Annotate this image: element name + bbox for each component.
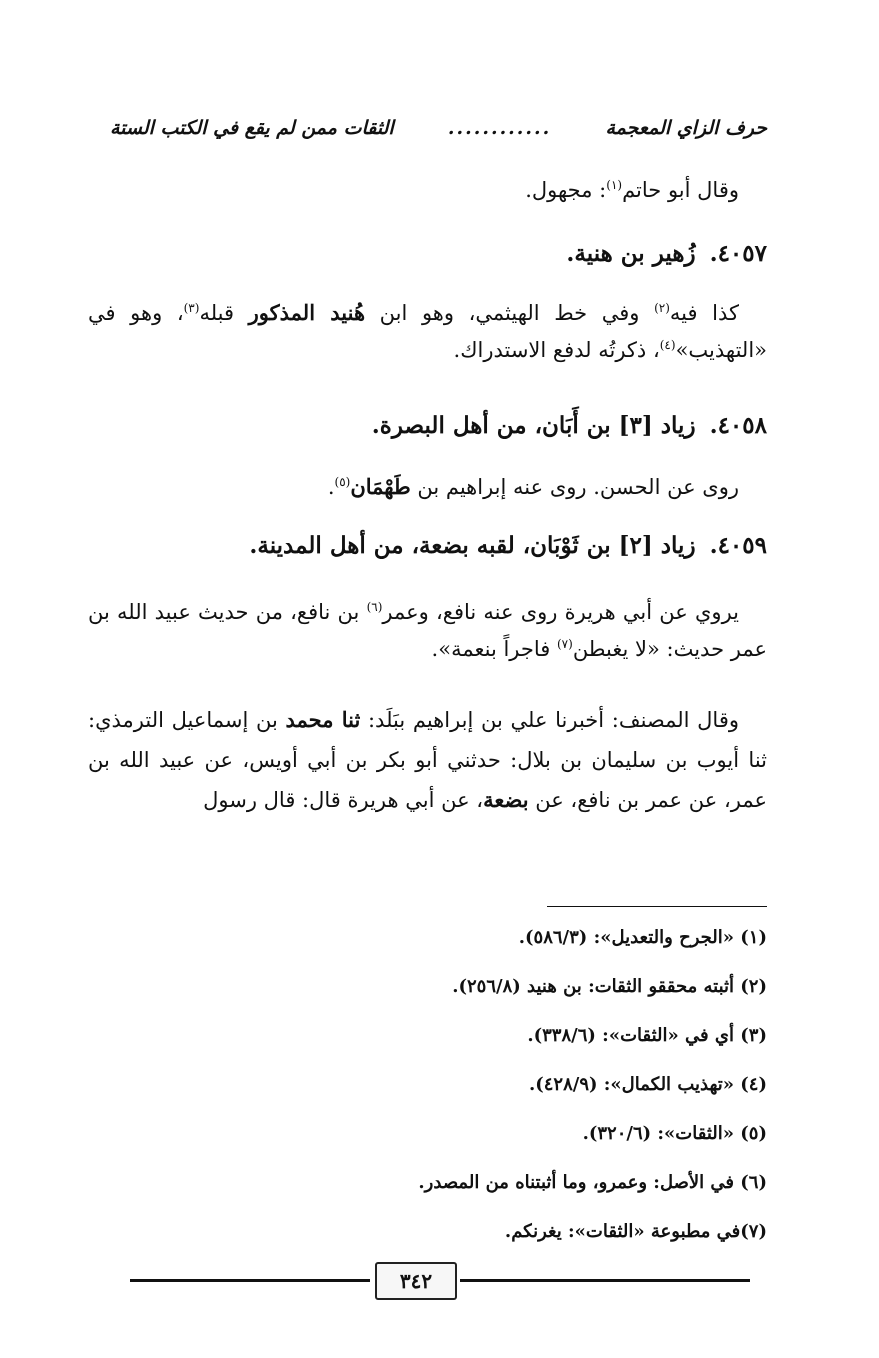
page-number: ٣٤٢ bbox=[375, 1262, 457, 1300]
text-run: ، وهو في «التهذيب» bbox=[88, 301, 767, 362]
footnote: (٥) «الثقات»: (٣٢٠/٦). bbox=[582, 1123, 767, 1144]
footnote-ref: (٦) bbox=[366, 600, 383, 614]
text-run: ، عن أبي هريرة قال: قال رسول bbox=[203, 788, 484, 812]
footnote: (٢) أثبته محققو الثقات: بن هنيد (٢٥٦/٨). bbox=[452, 976, 767, 997]
text-run: قبله bbox=[199, 301, 249, 325]
text-run: وقال المصنف: أخبرنا علي بن إبراهيم ببَلَد: bbox=[360, 708, 739, 732]
entry-number: ٤٠٥٧. bbox=[709, 240, 767, 267]
entry-body bbox=[88, 294, 767, 369]
text-run: كذا فيه bbox=[669, 301, 739, 325]
footnote-ref: (٥) bbox=[334, 475, 351, 489]
entry-heading bbox=[88, 406, 767, 446]
text-run: يروي عن أبي هريرة روى عنه نافع، وعمر bbox=[382, 600, 739, 624]
emphasized-name: هُنيد المذكور bbox=[248, 300, 366, 325]
isnad-paragraph bbox=[88, 700, 767, 820]
entry-number: ٤٠٥٨. bbox=[709, 412, 767, 439]
footnote-ref: (٢) bbox=[654, 301, 670, 315]
entry-title: زياد [٣] بن أَبَان، من أهل البصرة. bbox=[371, 412, 696, 439]
emphasized-name: ثنا محمد bbox=[285, 707, 361, 732]
entry-body bbox=[88, 468, 767, 506]
text-run: بن إسماعيل الترمذي: ثنا أيوب بن سليمان بن بلال: حدثني أبو بكر بن أبي أويس، عن عبيد الله بن عمر، عن عمر بن نافع، عن bbox=[88, 708, 767, 812]
intro-text: وقال أبو حاتم bbox=[622, 178, 739, 202]
page-footer bbox=[130, 1262, 750, 1302]
entry-heading bbox=[88, 234, 767, 274]
entry-title: زُهير بن هنية. bbox=[566, 240, 696, 267]
entry-number: ٤٠٥٩. bbox=[709, 532, 767, 559]
intro-paragraph bbox=[88, 172, 767, 209]
footnote-ref: (٧) bbox=[556, 637, 573, 651]
footnote: (٧)في مطبوعة «الثقات»: يغرنكم. bbox=[504, 1221, 767, 1242]
text-run: وفي خط الهيثمي، وهو ابن bbox=[365, 301, 655, 325]
text-run: فاجراً بنعمة». bbox=[431, 637, 557, 661]
footnote-ref: (٤) bbox=[659, 338, 676, 352]
emphasized-name: بضعة bbox=[483, 787, 529, 812]
entry-heading bbox=[88, 526, 767, 566]
footnote: (٣) أي في «الثقات»: (٣٣٨/٦). bbox=[527, 1025, 767, 1046]
footer-rule-right bbox=[460, 1279, 750, 1282]
footer-rule-left bbox=[130, 1279, 370, 1282]
header-chapter: حرف الزاي المعجمة bbox=[605, 117, 767, 139]
text-run: . bbox=[327, 475, 335, 499]
entry-title: زياد [٢] بن ثَوْبَان، لقبه بضعة، من أهل المدينة. bbox=[249, 532, 696, 559]
header-book-title: الثقات ممن لم يقع في الكتب الستة bbox=[110, 117, 394, 139]
header-dots: ............ bbox=[447, 117, 552, 139]
emphasized-name: طَهْمَان bbox=[350, 474, 411, 499]
footnote-ref: (٣) bbox=[183, 301, 200, 315]
footnotes-list bbox=[120, 922, 767, 1265]
entry-body bbox=[88, 594, 767, 668]
footnote: (٦) في الأصل: وعمرو، وما أثبتناه من المصدر. bbox=[418, 1172, 767, 1193]
text-run: ، ذكرتُه لدفع الاستدراك. bbox=[453, 338, 660, 362]
footnote-separator bbox=[547, 906, 767, 907]
text-run: بن نافع، من حديث عبيد الله بن عمر حديث: «لا يغبطن bbox=[88, 600, 767, 661]
text-run: روى عن الحسن. روى عنه إبراهيم بن bbox=[410, 475, 739, 499]
intro-rest: : مجهول. bbox=[525, 178, 607, 202]
running-header bbox=[110, 110, 767, 146]
footnote: (٤) «تهذيب الكمال»: (٤٢٨/٩). bbox=[528, 1074, 767, 1095]
footnote-ref: (١) bbox=[606, 178, 623, 192]
footnote: (١) «الجرح والتعديل»: (٥٨٦/٣). bbox=[518, 927, 767, 948]
